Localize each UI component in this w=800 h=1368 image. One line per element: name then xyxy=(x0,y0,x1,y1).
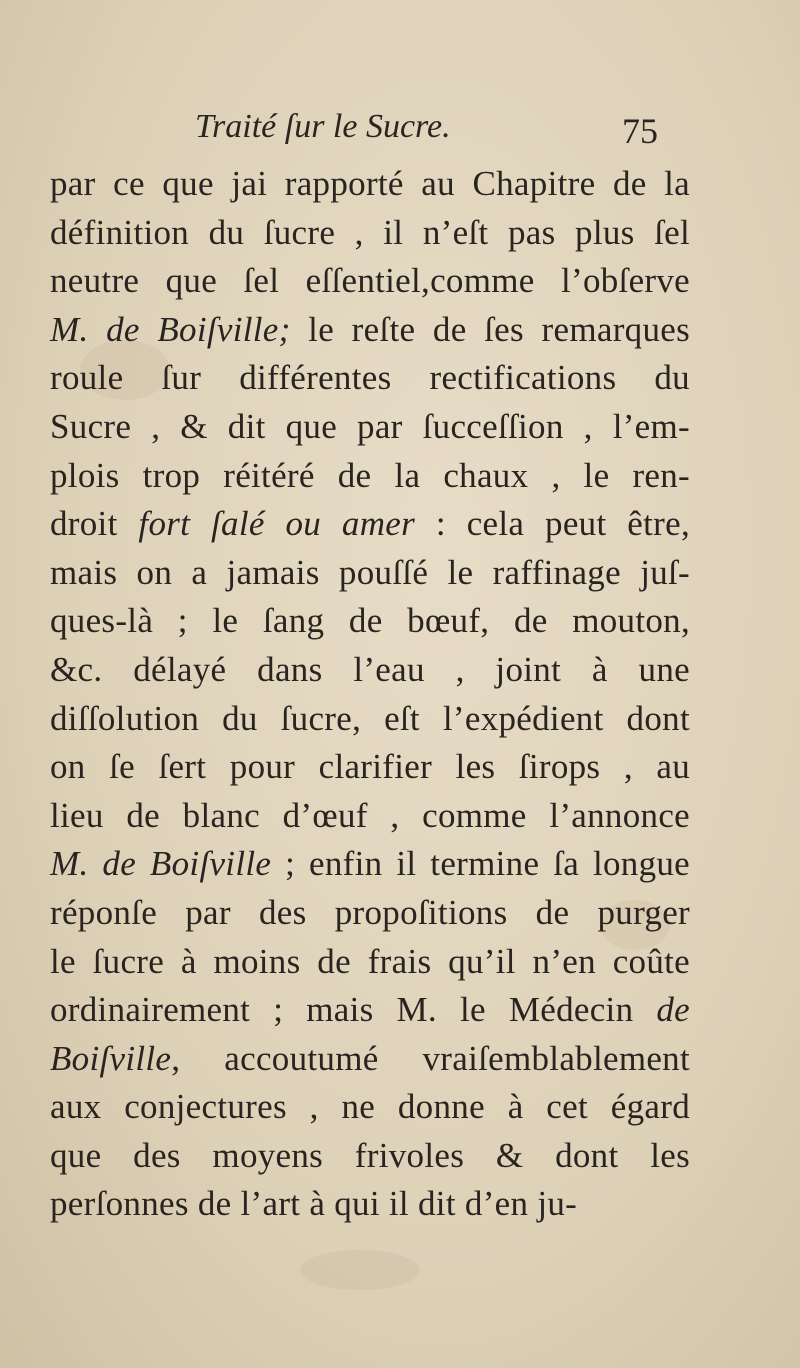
text-run: le ſucre à moins de frais qu’il n’en coûte xyxy=(50,941,690,981)
text-line xyxy=(50,889,690,938)
text-line xyxy=(50,840,690,889)
text-run: roule ſur différentes rectifications du xyxy=(50,358,690,398)
text-run: perſonnes de l’art à qui il dit d’en ju- xyxy=(50,1184,578,1224)
text-run: ; enfin il termine ſa longue xyxy=(271,844,691,884)
paper-stain xyxy=(300,1250,420,1290)
text-run: réponſe par des propoſitions de purger xyxy=(50,892,690,932)
text-line xyxy=(50,354,690,403)
text-run: que des moyens frivoles & dont les xyxy=(50,1135,690,1175)
text-run: ques-là ; le ſang de bœuf, de mouton, xyxy=(50,601,690,641)
text-line xyxy=(50,306,690,355)
italic-text-run: de xyxy=(656,990,690,1030)
text-line xyxy=(50,1180,690,1229)
text-run: diſſolution du ſucre, eſt l’expédient dont xyxy=(50,698,690,738)
text-line xyxy=(50,500,690,549)
page-header xyxy=(0,108,800,158)
text-run: neutre que ſel eſſentiel,comme l’obſerve xyxy=(50,261,690,301)
page-number: 75 xyxy=(622,111,658,151)
text-line xyxy=(50,549,690,598)
text-line xyxy=(50,1083,690,1132)
text-line xyxy=(50,209,690,258)
text-run: , accoutumé vraiſemblablement xyxy=(171,1038,690,1078)
text-line xyxy=(50,646,690,695)
text-line xyxy=(50,986,690,1035)
text-run: on ſe ſert pour clarifier les ſirops , au xyxy=(50,747,690,787)
text-run: Sucre , & dit que par ſucceſſion , l’em- xyxy=(50,406,690,446)
text-line xyxy=(50,160,690,209)
text-run: définition du ſucre , il n’eſt pas plus ſel xyxy=(50,212,690,252)
text-line xyxy=(50,792,690,841)
text-line xyxy=(50,1132,690,1181)
text-line xyxy=(50,1035,690,1084)
text-run: : cela peut être, xyxy=(415,504,690,544)
text-run: ordinairement ; mais M. le Médecin xyxy=(50,990,657,1030)
text-line xyxy=(50,403,690,452)
text-run: par ce que jai rapporté au Chapitre de la xyxy=(50,164,690,203)
text-line xyxy=(50,743,690,792)
italic-text-run: fort ſalé ou amer xyxy=(138,504,416,544)
text-run: le reſte de ſes remarques xyxy=(290,309,691,349)
text-run: lieu de blanc d’œuf , comme l’annonce xyxy=(50,795,690,835)
italic-text-run: Boiſville xyxy=(50,1038,172,1078)
text-run: droit xyxy=(50,504,139,544)
body-text xyxy=(50,160,690,1229)
text-line xyxy=(50,938,690,987)
text-line xyxy=(50,597,690,646)
text-run: plois trop réitéré de la chaux , le ren- xyxy=(50,455,690,495)
running-title: Traité ſur le Sucre. xyxy=(195,108,451,145)
text-line xyxy=(50,452,690,501)
text-run: aux conjectures , ne donne à cet égard xyxy=(50,1087,690,1127)
text-run: &c. délayé dans l’eau , joint à une xyxy=(50,649,690,689)
italic-text-run: M. de Boiſville xyxy=(50,844,272,884)
italic-text-run: M. de Boiſville; xyxy=(50,309,291,349)
text-run: mais on a jamais pouſſé le raffinage juſ- xyxy=(50,552,690,592)
text-line xyxy=(50,695,690,744)
text-line xyxy=(50,257,690,306)
